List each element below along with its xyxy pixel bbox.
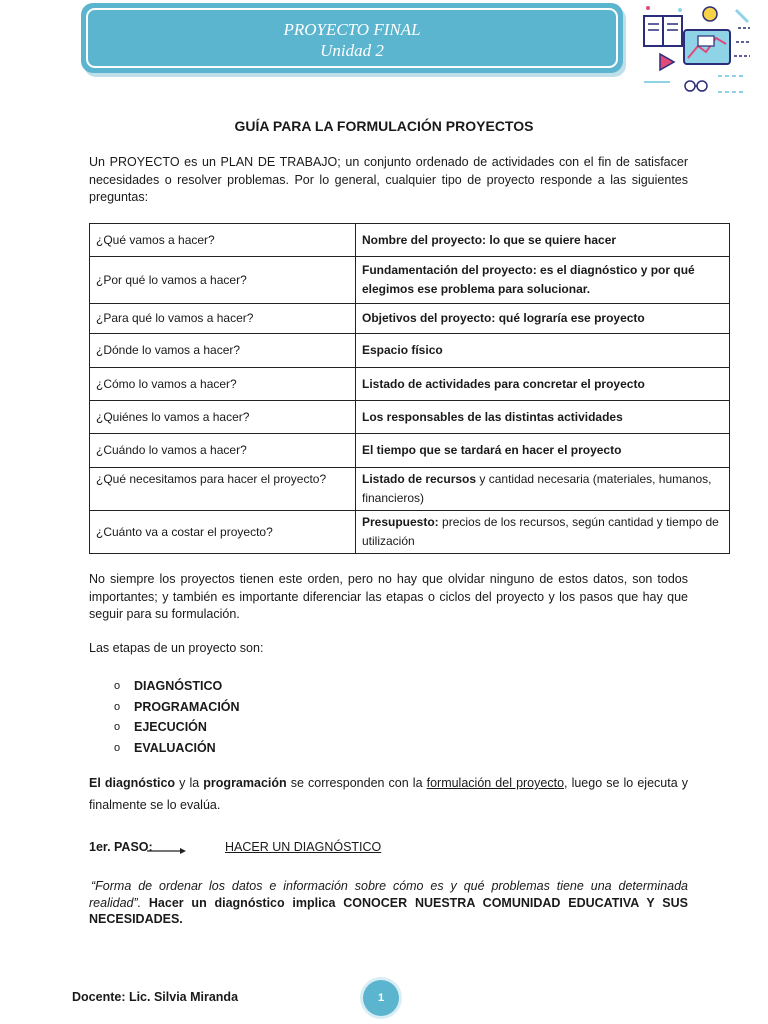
header-banner	[81, 3, 623, 73]
banner-subtitle: Unidad 2	[320, 41, 384, 60]
question-cell: ¿Cuánto va a costar el proyecto?	[90, 511, 356, 554]
answer-bold: El tiempo que se tardará en hacer el proyecto	[362, 443, 622, 457]
quote-rest: Hacer un diagnóstico implica CONOCER NUESTRA COMUNIDAD EDUCATIVA Y SUS NECESIDADES.	[89, 895, 688, 926]
table-row	[90, 401, 730, 434]
text-part: se corresponden con la	[286, 776, 427, 790]
answer-cell	[356, 334, 730, 368]
step-title-text: HACER UN DIAGNÓSTICO	[225, 840, 382, 854]
answer-cell	[356, 511, 730, 554]
answer-cell	[356, 224, 730, 257]
step-title	[225, 840, 381, 854]
definition-quote	[89, 878, 688, 928]
answer-rest: y cantidad necesaria (materiales, humanos, financieros)	[362, 472, 712, 505]
answer-bold: Espacio físico	[362, 343, 443, 357]
question-cell: ¿Cómo lo vamos a hacer?	[90, 368, 356, 401]
question-cell: ¿Qué necesitamos para hacer el proyecto?	[90, 468, 356, 511]
table-row	[90, 304, 730, 334]
formulation-paragraph	[89, 772, 688, 816]
quote-italic: “Forma de ordenar los datos e información sobre cómo es y qué problemas tiene una determinada realidad”.	[89, 879, 688, 910]
list-item	[114, 676, 240, 697]
question-cell: ¿Por qué lo vamos a hacer?	[90, 257, 356, 304]
bullet-icon: o	[114, 680, 121, 692]
diagnosis-term: El diagnóstico	[89, 776, 176, 790]
text-part: y la	[175, 776, 204, 790]
table-row	[90, 468, 730, 511]
answer-cell	[356, 257, 730, 304]
stage-label: EJECUCIÓN	[134, 720, 207, 734]
bullet-icon: o	[114, 741, 121, 754]
teacher-name: Docente: Lic. Silvia Miranda	[72, 990, 239, 1004]
answer-bold: Nombre del proyecto: lo que se quiere hacer	[362, 232, 617, 247]
answer-bold: Listado de recursos	[362, 472, 477, 486]
answer-cell	[356, 401, 730, 434]
table-row	[90, 224, 730, 257]
order-paragraph: No siempre los proyectos tienen este orden, pero no hay que olvidar ninguno de estos datos, son todos importantes; y también es importante diferenciar las etapas o ciclos del proyecto y los pasos que hay que seguir para su formulación.	[89, 572, 688, 621]
arrow-right-icon	[147, 847, 187, 855]
table-row	[90, 334, 730, 368]
answer-cell	[356, 368, 730, 401]
answer-bold: Presupuesto:	[362, 515, 439, 529]
question-cell: ¿Quiénes lo vamos a hacer?	[90, 401, 356, 434]
answer-cell	[356, 304, 730, 334]
list-item	[114, 697, 240, 718]
stage-label: DIAGNÓSTICO	[134, 679, 223, 693]
formulation-term: formulación del proyecto	[426, 776, 565, 790]
answer-bold: Objetivos del proyecto: qué lograría ese proyecto	[362, 311, 645, 325]
text-part: , luego se lo ejecuta y finalmente se lo evalúa.	[89, 776, 688, 812]
table-row	[90, 434, 730, 468]
answer-bold: Listado de actividades para concretar el proyecto	[362, 376, 645, 391]
step-label: 1er. PASO:	[89, 840, 153, 854]
table-row	[90, 511, 730, 554]
stage-label: PROGRAMACIÓN	[134, 699, 240, 714]
table-row	[90, 257, 730, 304]
question-cell: ¿Cuándo lo vamos a hacer?	[90, 434, 356, 468]
list-item	[114, 738, 240, 759]
answer-cell	[356, 434, 730, 468]
stages-intro: Las etapas de un proyecto son:	[89, 641, 264, 655]
question-cell: ¿Para qué lo vamos a hacer?	[90, 304, 356, 334]
document-title: GUÍA PARA LA FORMULACIÓN PROYECTOS	[234, 118, 534, 134]
table-row	[90, 368, 730, 401]
banner-title: PROYECTO FINAL	[283, 20, 421, 39]
question-cell: ¿Qué vamos a hacer?	[90, 224, 356, 257]
education-doodle-icon	[640, 2, 752, 102]
stage-label: EVALUACIÓN	[134, 740, 216, 755]
page-number: 1	[363, 980, 399, 1016]
answer-bold: Los responsables de las distintas actividades	[362, 409, 623, 424]
questions-table	[89, 223, 730, 554]
intro-paragraph: Un PROYECTO es un PLAN DE TRABAJO; un conjunto ordenado de actividades con el fin de satisfacer necesidades o resolver problemas. Por lo general, cualquier tipo de proyecto responde a las siguientes preguntas:	[89, 155, 688, 204]
stages-list	[114, 676, 240, 758]
bullet-icon: o	[114, 721, 121, 733]
answer-rest: precios de los recursos, según cantidad y tiempo de utilización	[362, 515, 719, 548]
answer-cell	[356, 468, 730, 511]
programming-term: programación	[203, 776, 287, 790]
bullet-icon: o	[114, 700, 121, 713]
list-item	[114, 717, 240, 738]
answer-bold: Fundamentación del proyecto: es el diagnóstico y por qué elegimos ese problema para solucionar.	[362, 263, 695, 296]
question-cell: ¿Dónde lo vamos a hacer?	[90, 334, 356, 368]
